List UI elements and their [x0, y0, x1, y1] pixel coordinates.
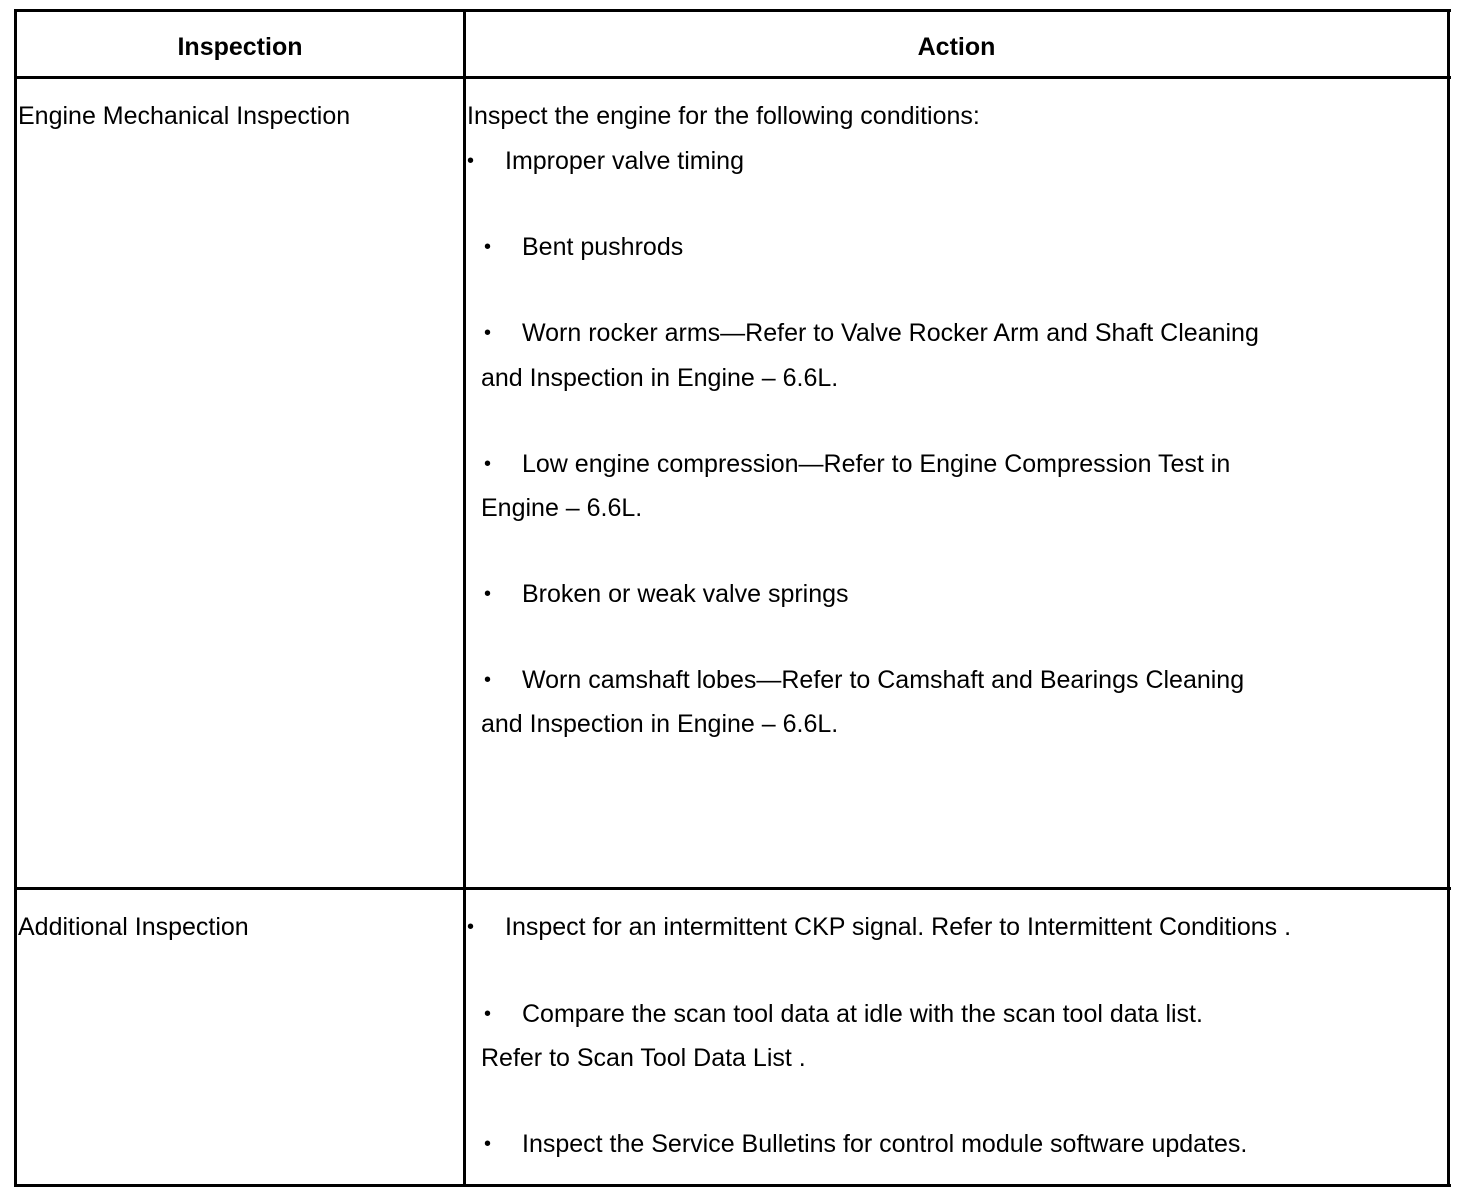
bullet-icon: • [484, 669, 492, 691]
bullet-icon: • [484, 1003, 492, 1025]
action-item: Low engine compression—Refer to Engine Compression Test in [522, 450, 1231, 478]
header-action: Action [917, 33, 996, 61]
bullet-icon: • [484, 1133, 492, 1155]
row-divider [14, 887, 1451, 890]
table-border-bottom [14, 1184, 1451, 1187]
action-item: Compare the scan tool data at idle with the scan tool data list. [522, 1000, 1203, 1028]
action-item: Worn rocker arms—Refer to Valve Rocker Arm and Shaft Cleaning [522, 319, 1259, 347]
action-item-continuation: and Inspection in Engine – 6.6L. [481, 710, 839, 738]
table-border-right [1447, 9, 1450, 1187]
action-item-continuation: and Inspection in Engine – 6.6L. [481, 364, 839, 392]
row-inspection-label: Engine Mechanical Inspection [18, 102, 351, 130]
table-border-left [14, 9, 17, 1187]
action-item: Improper valve timing [505, 147, 744, 175]
bullet-icon: • [484, 322, 492, 344]
action-item: Broken or weak valve springs [522, 580, 849, 608]
action-item: Bent pushrods [522, 233, 684, 261]
action-item-continuation: Engine – 6.6L. [481, 494, 643, 522]
row-inspection-label: Additional Inspection [18, 913, 249, 941]
action-item-continuation: Refer to Scan Tool Data List . [481, 1044, 806, 1072]
bullet-icon: • [484, 236, 492, 258]
action-item: Inspect for an intermittent CKP signal. Refer to Intermittent Conditions . [505, 913, 1292, 941]
table-column-divider [463, 9, 466, 1187]
table-border-top [14, 9, 1451, 12]
bullet-icon: • [484, 453, 492, 475]
row-action-intro: Inspect the engine for the following conditions: [467, 102, 980, 130]
action-item: Worn camshaft lobes—Refer to Camshaft and Bearings Cleaning [522, 666, 1245, 694]
bullet-icon: • [484, 583, 492, 605]
header-inspection: Inspection [177, 33, 303, 61]
bullet-icon: • [467, 150, 475, 172]
header-row-divider [14, 76, 1451, 79]
bullet-icon: • [467, 916, 475, 938]
action-item: Inspect the Service Bulletins for control module software updates. [522, 1130, 1248, 1158]
